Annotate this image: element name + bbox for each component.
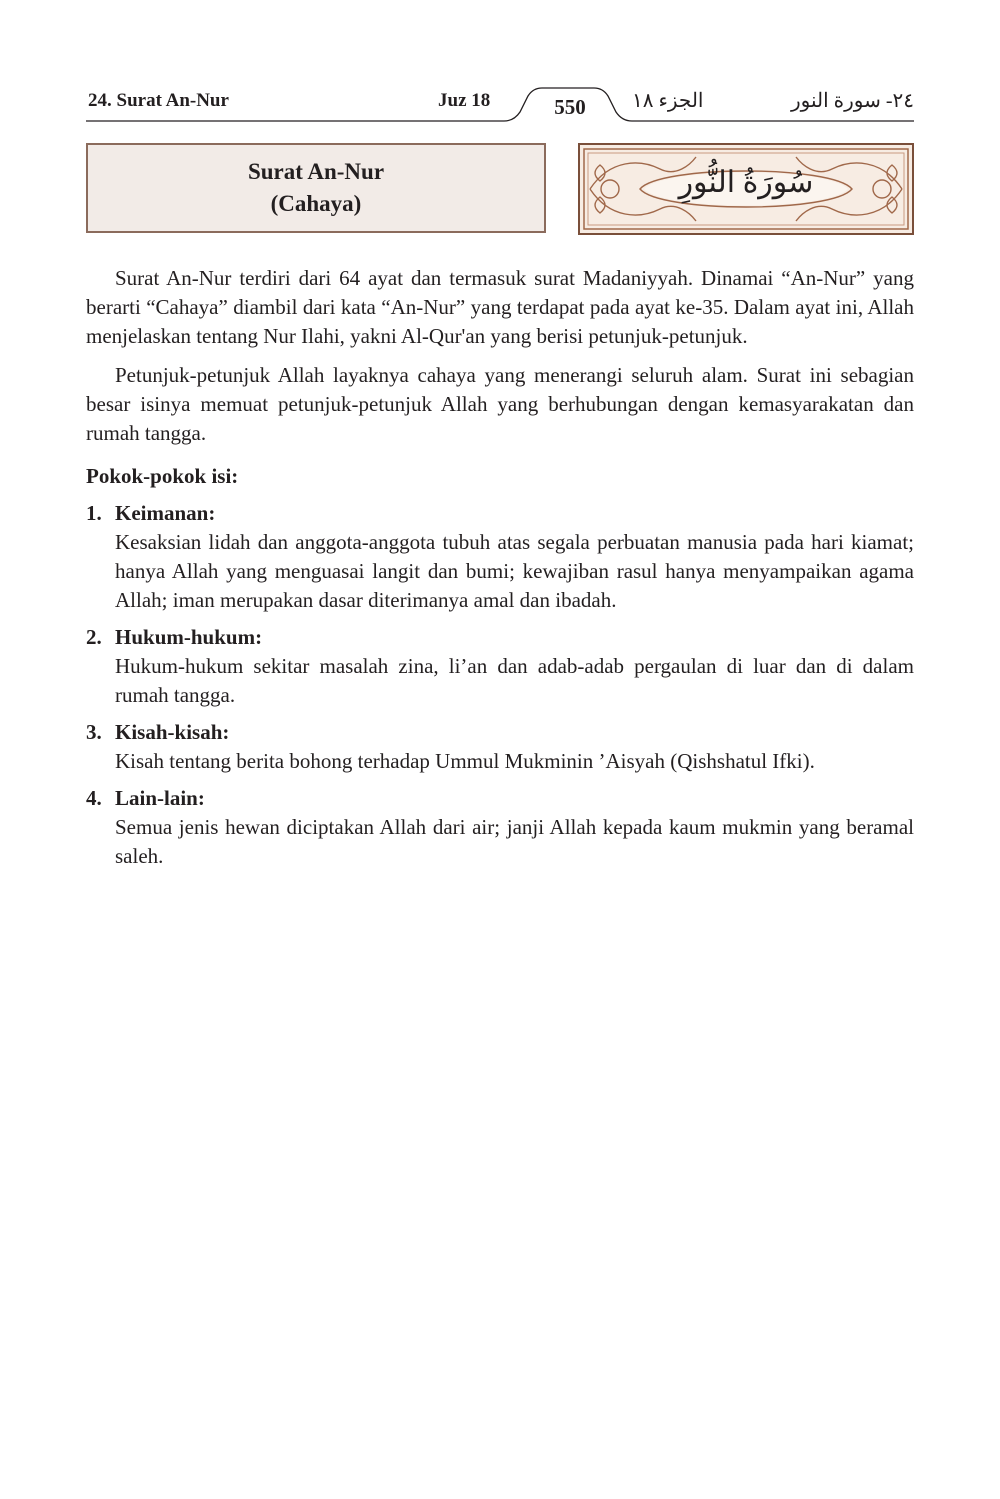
intro-paragraph-2: Petunjuk-petunjuk Allah layaknya cahaya yang menerangi seluruh alam. Surat ini sebagian besar isinya memuat petunjuk-petunjuk Allah yang berhubungan dengan kemasyarakatan dan rumah tangga. — [86, 363, 914, 445]
page-header — [86, 86, 914, 126]
item-text: Semua jenis hewan diciptakan Allah dari air; janji Allah kepada kaum mukmin yang beramal saleh. — [115, 815, 914, 868]
item-number: 3. — [86, 720, 102, 744]
header-arabic-juz: الجزء ١٨ — [632, 90, 704, 112]
item-number: 2. — [86, 625, 102, 649]
header-arabic-surah: ٢٤- سورة النور — [790, 90, 914, 112]
intro-paragraph-1: Surat An-Nur terdiri dari 64 ayat dan termasuk surat Madaniyyah. Dinamai “An-Nur” yang berarti “Cahaya” diambil dari kata “An-Nur” yang terdapat pada ayat ke-35. Dalam ayat ini, Allah menjelaskan tentang Nur Ilahi, yakni Al-Qur'an yang berisi petunjuk-petunjuk. — [86, 266, 914, 348]
page-number: 550 — [554, 95, 586, 119]
section-title: Pokok-pokok isi: — [86, 464, 239, 488]
item-title: Kisah-kisah: — [115, 720, 230, 744]
surah-title-box — [86, 143, 546, 233]
arabic-title-ornament — [578, 143, 914, 235]
arabic-surah-title: سُورَةُ النُّورِ — [678, 166, 814, 199]
item-text: Kisah tentang berita bohong terhadap Ummul Mukminin ’Aisyah (Qishshatul Ifki). — [115, 749, 815, 773]
item-title: Lain-lain: — [115, 786, 205, 810]
surah-meaning: (Cahaya) — [270, 191, 362, 216]
header-surah-label: 24. Surat An-Nur — [88, 90, 229, 111]
item-number: 4. — [86, 786, 102, 810]
header-juz-label: Juz 18 — [438, 90, 491, 111]
list-item — [86, 784, 914, 871]
surah-title: Surat An-Nur — [247, 159, 385, 184]
item-title: Keimanan: — [115, 501, 216, 525]
list-item — [86, 623, 914, 710]
item-number: 1. — [86, 501, 102, 525]
item-text: Kesaksian lidah dan anggota-anggota tubuh atas segala perbuatan manusia pada hari kiamat; hanya Allah yang menguasai langit dan bumi; kewajiban rasul hanya menyampaikan agama Allah; iman merupakan dasar diterimanya amal dan ibadah. — [115, 530, 914, 612]
list-item — [86, 499, 914, 615]
item-title: Hukum-hukum: — [115, 625, 263, 649]
item-text: Hukum-hukum sekitar masalah zina, li’an dan adab-adab pergaulan di luar dan di dalam rumah tangga. — [115, 654, 914, 707]
list-item — [86, 718, 914, 776]
page-body — [86, 264, 914, 879]
